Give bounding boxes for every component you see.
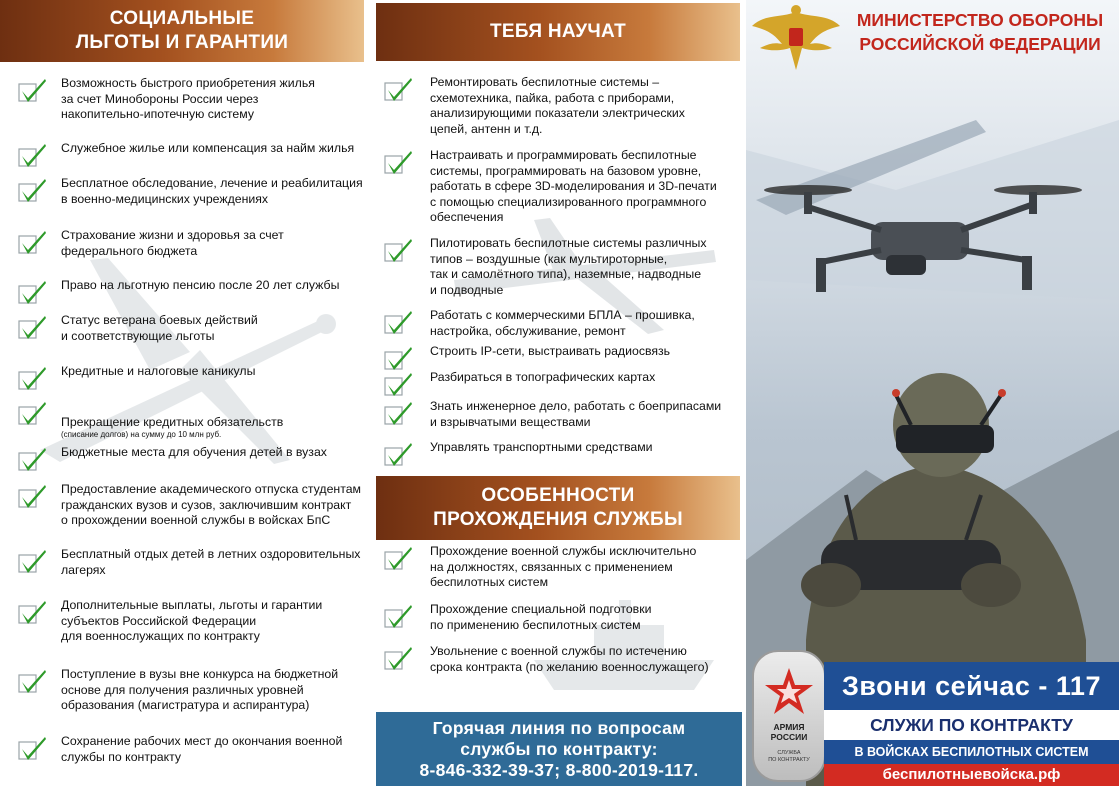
list-item (384, 371, 744, 397)
list-item (18, 668, 370, 714)
army-dog-tag-badge (752, 650, 826, 782)
army-russia-label (754, 722, 824, 742)
social-benefits-panel (0, 0, 372, 786)
list-item (384, 603, 744, 633)
ministry-eagle-emblem-icon (750, 4, 842, 76)
training-banner (376, 3, 740, 61)
list-item (18, 735, 370, 765)
training-panel (374, 0, 746, 786)
checkmark-icon (384, 545, 414, 571)
item-text: Предоставление академического отпуска студентам гражданских вузов и сузов, заключившим контракт о прохождении военной службы в войсках БпС (61, 482, 361, 527)
list-item (18, 142, 370, 168)
army-label-line2: РОССИИ (770, 732, 808, 742)
ministry-title (846, 8, 1114, 56)
checkmark-icon (384, 149, 414, 175)
checkmark-icon (384, 76, 414, 102)
hotline-box (376, 712, 742, 786)
list-item (18, 365, 370, 391)
ministry-title-line2: РОССИЙСКОЙ ФЕДЕРАЦИИ (859, 34, 1101, 54)
army-label-line1: АРМИЯ (773, 722, 805, 732)
checkmark-icon (384, 237, 414, 263)
list-item (18, 177, 370, 207)
item-text: Увольнение с военной службы по истечению срока контракта (по желанию военнослужащего) (430, 644, 709, 674)
item-text: Работать с коммерческими БПЛА – прошивка, настройка, обслуживание, ремонт (430, 308, 695, 338)
contract-service-banner: СЛУЖИ ПО КОНТРАКТУ (824, 710, 1119, 740)
checkmark-icon (18, 599, 48, 625)
list-item (384, 76, 744, 137)
item-text: Знать инженерное дело, работать с боеприпасами и взрывчатыми веществами (430, 399, 722, 429)
contract-service-label (754, 750, 824, 764)
checkmark-icon (18, 142, 48, 168)
list-item (18, 314, 370, 344)
list-item (18, 279, 370, 305)
credit-note: (списание долгов) на сумму до 10 млн руб. (61, 430, 222, 439)
checkmark-icon (384, 345, 414, 371)
social-benefits-banner (0, 0, 364, 62)
list-item (384, 545, 744, 591)
social-benefits-title-line1: СОЦИАЛЬНЫЕ (109, 8, 255, 29)
checkmark-icon (18, 548, 48, 574)
list-item (18, 483, 370, 529)
item-text: Статус ветерана боевых действий и соответствующие льготы (61, 313, 258, 343)
service-label-line2: ПО КОНТРАКТУ (768, 757, 810, 763)
red-star-icon (763, 666, 815, 718)
item-text: Настраивать и программировать беспилотные системы, программировать на базовом уровне, работать в сфере 3D-моделирования и 3D-печати с помощью специализированного программного обеспечения (430, 148, 717, 224)
list-item (384, 645, 744, 675)
item-text: Строить IP-сети, выстраивать радиосвязь (430, 344, 671, 358)
checkmark-icon (18, 483, 48, 509)
item-text: Поступление в вузы вне конкурса на бюджетной основе для получения различных уровней образования (магистратура и аспирантура) (61, 667, 339, 712)
checkmark-icon (384, 371, 414, 397)
item-text: Бесплатный отдых детей в летних оздоровительных лагерях (61, 547, 361, 577)
recruitment-poster-panel (746, 0, 1119, 786)
checkmark-icon (384, 645, 414, 671)
ministry-title-line1: МИНИСТЕРСТВО ОБОРОНЫ (856, 10, 1104, 30)
item-text: Служебное жилье или компенсация за найм жилья (61, 141, 355, 155)
checkmark-icon (18, 735, 48, 761)
drone-troops-banner: В ВОЙСКАХ БЕСПИЛОТНЫХ СИСТЕМ (824, 740, 1119, 764)
list-item (384, 309, 744, 339)
item-text: Пилотировать беспилотные системы различных типов – воздушные (как мультироторные, так и самолётного типа), наземные, надводные и подводные (430, 236, 707, 297)
checkmark-icon (384, 309, 414, 335)
checkmark-icon (18, 279, 48, 305)
checkmark-icon (18, 314, 48, 340)
credit-text: Прекращение кредитных обязательств (61, 414, 284, 429)
item-text: Право на льготную пенсию после 20 лет службы (61, 278, 340, 292)
list-item (18, 599, 370, 645)
service-title-line2: ПРОХОЖДЕНИЯ СЛУЖБЫ (433, 509, 683, 530)
hotline-line2: службы по контракту: (460, 739, 658, 759)
checkmark-icon (18, 229, 48, 255)
item-text: Бюджетные места для обучения детей в вузах (61, 445, 327, 459)
list-item (18, 548, 370, 578)
checkmark-icon (18, 446, 48, 472)
list-item (18, 446, 370, 472)
social-benefits-title-line2: ЛЬГОТЫ И ГАРАНТИИ (75, 32, 289, 53)
list-item (384, 441, 744, 467)
checkmark-icon (18, 365, 48, 391)
item-text: Ремонтировать беспилотные системы – схемотехника, пайка, работа с приборами, анализирующими показатели электрических цепей, антенн и т.д. (430, 75, 685, 136)
list-item (384, 400, 744, 430)
list-item (384, 345, 744, 371)
hotline-line1: Горячая линия по вопросам (432, 718, 686, 738)
checkmark-icon (384, 400, 414, 426)
item-text: Разбираться в топографических картах (430, 370, 656, 384)
list-item (18, 77, 370, 123)
checkmark-icon (384, 603, 414, 629)
list-item (384, 149, 744, 226)
item-text: Бесплатное обследование, лечение и реабилитация в военно-медицинских учреждениях (61, 176, 363, 206)
item-text: Возможность быстрого приобретения жилья за счет Минобороны России через накопительно-ипотечную систему (61, 76, 315, 121)
hotline-phones: 8-846-332-39-37; 8-800-2019-117. (419, 760, 699, 780)
checkmark-icon (18, 668, 48, 694)
service-label-line1: СЛУЖБА (777, 750, 801, 756)
website-link[interactable]: беспилотныевойска.рф (824, 764, 1119, 786)
item-text: Прохождение специальной подготовки по применению беспилотных систем (430, 602, 652, 632)
item-text: Кредитные и налоговые каникулы (61, 364, 256, 378)
item-text: Страхование жизни и здоровья за счет федерального бюджета (61, 228, 284, 258)
checkmark-icon (18, 400, 48, 426)
item-text: Дополнительные выплаты, льготы и гарантии субъектов Российской Федерации для военнослужащих по контракту (61, 598, 323, 643)
service-title-line1: ОСОБЕННОСТИ (481, 485, 635, 506)
call-now-banner: Звони сейчас - 117 (824, 662, 1119, 710)
item-text: Управлять транспортными средствами (430, 440, 653, 454)
list-item (18, 229, 370, 259)
service-features-banner (376, 476, 740, 540)
checkmark-icon (384, 441, 414, 467)
training-title: ТЕБЯ НАУЧАТ (490, 21, 626, 42)
item-text: Сохранение рабочих мест до окончания военной службы по контракту (61, 734, 343, 764)
checkmark-icon (18, 77, 48, 103)
list-item (384, 237, 744, 298)
item-text: Прохождение военной службы исключительно на должностях, связанных с применением беспилотных систем (430, 544, 697, 589)
checkmark-icon (18, 177, 48, 203)
